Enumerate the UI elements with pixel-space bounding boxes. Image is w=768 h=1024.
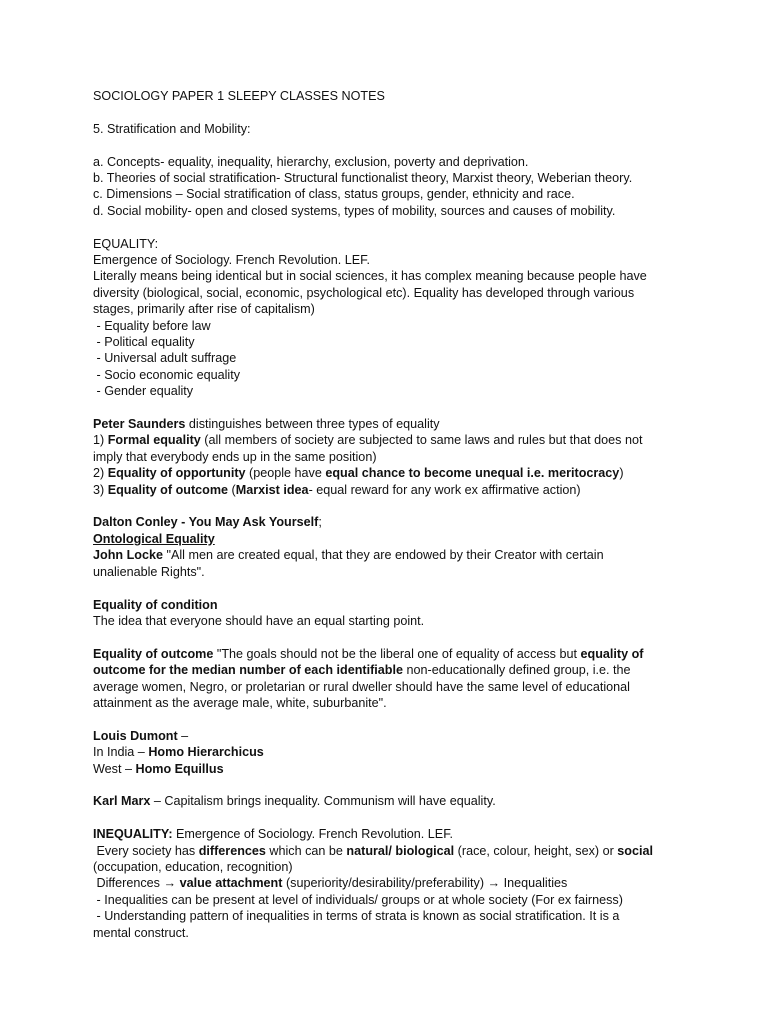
text-run: Every society has [93, 843, 199, 858]
text-run: (all members of society are subjected to same laws and rules but that does not [200, 433, 643, 448]
text-run: Differences → [93, 876, 180, 891]
text-run: In India – [93, 745, 149, 760]
bold-term: differences [198, 843, 266, 858]
paragraph-line: attainment as the average male, white, suburbanite". [93, 695, 387, 710]
bold-term: Homo Hierarchicus [148, 745, 264, 760]
author-name: John Locke [93, 548, 163, 563]
text-run: 1) [93, 433, 108, 448]
bold-term: Formal equality [107, 433, 201, 448]
list-item: - Gender equality [93, 384, 194, 399]
text-run: (race, colour, height, sex) or [454, 843, 618, 858]
bold-term: INEQUALITY: [93, 827, 173, 842]
bold-term: Equality of outcome [93, 646, 214, 661]
list-item: - Equality before law [93, 318, 211, 333]
text-run: "All men are created equal, that they are endowed by their Creator with certain [162, 548, 604, 563]
paragraph-line: unalienable Rights". [93, 564, 205, 579]
bold-term: value attachment [179, 876, 283, 891]
bold-term: equal chance to become unequal i.e. meritocracy [325, 466, 620, 481]
bold-term: social [617, 843, 653, 858]
text-run: 3) [93, 482, 108, 497]
equality-heading: EQUALITY: [93, 236, 159, 251]
bold-term: outcome for the median number of each identifiable [93, 663, 403, 678]
paragraph-line [93, 875, 693, 891]
bold-term: Equality of condition [93, 597, 218, 612]
paragraph-line: diversity (biological, social, economic, psychological etc). Equality has developed through various [93, 285, 635, 300]
text-run: distinguishes between three types of equality [185, 417, 440, 432]
dumont-india [93, 744, 693, 760]
author-name: Louis Dumont [93, 728, 178, 743]
paragraph-line [93, 662, 693, 678]
paragraph-line: (occupation, education, recognition) [93, 859, 293, 874]
text-run: West – [93, 761, 136, 776]
bold-term: Homo Equillus [135, 761, 224, 776]
paragraph-line [93, 843, 693, 859]
locke-quote [93, 547, 693, 563]
text-run: Emergence of Sociology. French Revolution. LEF. [172, 827, 453, 842]
equality-type-item [93, 465, 693, 481]
bold-term: natural/ biological [346, 843, 455, 858]
inequality-heading [93, 826, 693, 842]
dumont-west [93, 761, 693, 777]
equality-intro: Emergence of Sociology. French Revolution. LEF. [93, 253, 370, 268]
ontological-subheading [93, 531, 693, 547]
list-item: - Universal adult suffrage [93, 351, 237, 366]
topic-item: a. Concepts- equality, inequality, hierarchy, exclusion, poverty and deprivation. [93, 154, 529, 169]
equality-stage-list [93, 318, 693, 400]
paragraph-line: imply that everybody ends up in the same position) [93, 449, 377, 464]
topic-item: d. Social mobility- open and closed systems, types of mobility, sources and causes of mobility. [93, 203, 616, 218]
text-run: ( [228, 482, 236, 497]
bold-term: Dalton Conley - You May Ask Yourself [93, 515, 319, 530]
paragraph-line: The idea that everyone should have an equal starting point. [93, 613, 425, 628]
text-run: (superiority/desirability/preferability) → Inequalities [282, 876, 568, 891]
section-heading: 5. Stratification and Mobility: [93, 121, 251, 136]
underlined-term: Ontological Equality [93, 531, 215, 546]
marx-line [93, 793, 693, 809]
text-run: "The goals should not be the liberal one of equality of access but [213, 646, 581, 661]
paragraph-line: mental construct. [93, 925, 189, 940]
outcome-quote [93, 646, 693, 662]
paragraph-line: average women, Negro, or proletarian or rural dweller should have the same level of educational [93, 679, 630, 694]
text-run: – Capitalism brings inequality. Communism will have equality. [150, 794, 496, 809]
text-run: – [177, 728, 189, 743]
bold-term: equality of [580, 646, 644, 661]
text-run: 2) [93, 466, 108, 481]
bold-term: Equality of outcome [107, 482, 229, 497]
dumont-heading [93, 728, 693, 744]
topic-item: c. Dimensions – Social stratification of class, status groups, gender, ethnicity and race. [93, 187, 575, 202]
text-run: which can be [265, 843, 347, 858]
text-run: ; [318, 515, 322, 530]
list-item: - Inequalities can be present at level of individuals/ groups or at whole society (For ex fairness) [93, 892, 623, 907]
text-run: non-educationally defined group, i.e. the [403, 663, 631, 678]
equality-type-item [93, 432, 693, 448]
list-item: - Political equality [93, 335, 195, 350]
text-run: (people have [245, 466, 326, 481]
topic-item: b. Theories of social stratification- Structural functionalist theory, Marxist theory, Weberian theory. [93, 171, 633, 185]
list-item: - Socio economic equality [93, 367, 240, 382]
text-run: ) [619, 466, 624, 481]
document-title: SOCIOLOGY PAPER 1 SLEEPY CLASSES NOTES [93, 89, 385, 103]
topic-list [93, 154, 693, 220]
notes-body [93, 88, 693, 941]
saunders-intro [93, 416, 693, 432]
list-item: - Understanding pattern of inequalities in terms of strata is known as social stratification. It is a [93, 909, 620, 924]
author-name: Karl Marx [93, 794, 151, 809]
paragraph-line: Literally means being identical but in social sciences, it has complex meaning because people have [93, 269, 647, 284]
text-run: - equal reward for any work ex affirmative action) [308, 482, 581, 497]
conley-heading [93, 514, 693, 530]
bold-term: Marxist idea [235, 482, 309, 497]
bold-term: Equality of opportunity [107, 466, 246, 481]
paragraph-line: stages, primarily after rise of capitalism) [93, 302, 315, 317]
condition-heading [93, 597, 693, 613]
author-name: Peter Saunders [93, 417, 186, 432]
equality-type-item [93, 482, 693, 498]
